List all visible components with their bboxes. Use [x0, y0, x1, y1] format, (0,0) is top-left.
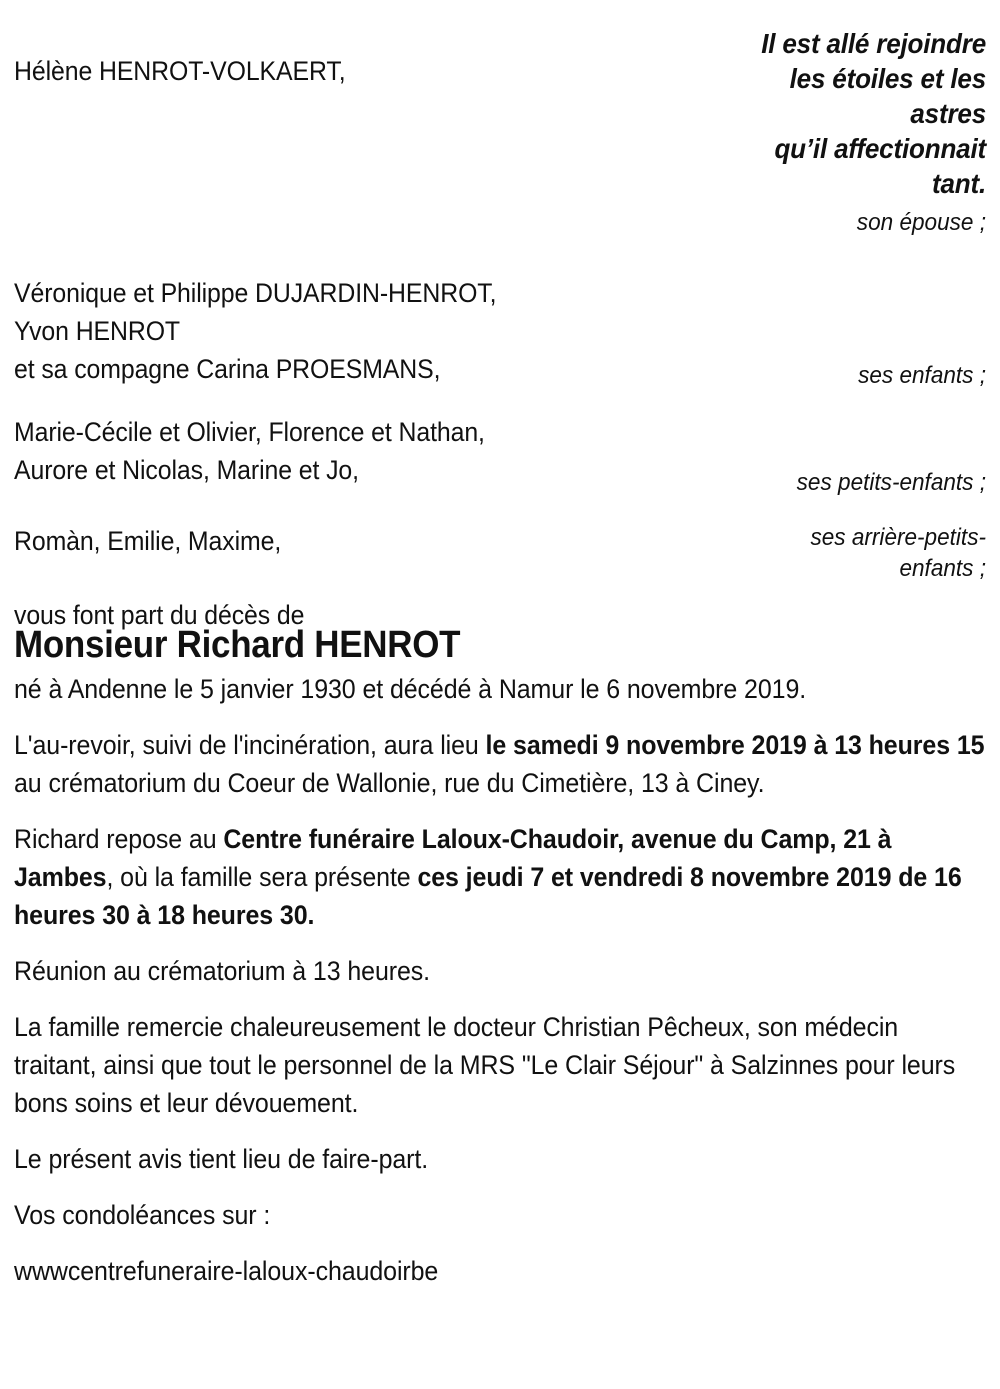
- role-label-spouse: son épouse ;: [856, 209, 986, 236]
- family-member-name: Aurore et Nicolas, Marine et Jo,: [14, 455, 359, 485]
- ceremony-text-part1: L'au-revoir, suivi de l'incinération, aura lieu: [14, 730, 486, 760]
- epigraph-quote: [707, 26, 986, 201]
- role-label-children: ses enfants ;: [858, 362, 986, 389]
- deceased-name: Monsieur Richard HENROT: [14, 624, 461, 666]
- condolences-url[interactable]: wwwcentrefuneraire-laloux-chaudoirbe: [14, 1256, 439, 1286]
- ceremony-paragraph: [14, 726, 985, 802]
- ceremony-text-part2: au crématorium du Coeur de Wallonie, rue du Cimetière, 13 à Ciney.: [14, 768, 765, 798]
- family-member-name: Yvon HENROT: [14, 316, 181, 346]
- deceased-birth-death: né à Andenne le 5 janvier 1930 et décédé à Namur le 6 novembre 2019.: [14, 674, 807, 704]
- viewing-datetime-bold: ces jeudi 7 et vendredi 8 novembre 2019 de 16 heures 30 à 18 heures 30.: [14, 862, 962, 930]
- right-column-roles: [686, 26, 986, 584]
- epigraph-line: tant.: [931, 168, 986, 199]
- ceremony-datetime-bold: le samedi 9 novembre 2019 à 13 heures 15: [485, 730, 985, 760]
- role-label-great-grandchildren-line2: enfants ;: [899, 555, 986, 582]
- family-member-name: Véronique et Philippe DUJARDIN-HENROT,: [14, 278, 497, 308]
- viewing-location-bold: Centre funéraire Laloux-Chaudoir, avenue du Camp, 21 à Jambes: [14, 824, 892, 892]
- epigraph-line: qu’il affectionnait: [774, 133, 986, 164]
- family-member-name: et sa compagne Carina PROESMANS,: [14, 354, 441, 384]
- family-block-great-grandchildren: [14, 522, 304, 560]
- family-member-name: Marie-Cécile et Olivier, Florence et Nathan,: [14, 417, 485, 447]
- top-section: [14, 26, 986, 630]
- viewing-paragraph: [14, 820, 985, 934]
- notice-paragraph: Le présent avis tient lieu de faire-part.: [14, 1144, 429, 1174]
- family-block-children: [14, 274, 538, 388]
- announcement-lead-in-text: vous font part du décès de: [14, 600, 305, 630]
- thanks-paragraph: La famille remercie chaleureusement le docteur Christian Pêcheux, son médecin traitant, ainsi que tout le personnel de la MRS "Le Clair Séjour" à Salzinnes pour leurs bons soins et leur dévouement.: [14, 1012, 956, 1118]
- role-label-grandchildren: ses petits-enfants ;: [796, 469, 986, 496]
- viewing-text-part1: Richard repose au: [14, 824, 224, 854]
- family-member-name: Hélène HENROT-VOLKAERT,: [14, 56, 346, 86]
- family-block-grandchildren: [14, 413, 526, 489]
- family-block-spouse: [14, 52, 374, 90]
- gathering-paragraph: Réunion au crématorium à 13 heures.: [14, 956, 431, 986]
- viewing-text-part2: , où la famille sera présente: [106, 862, 418, 892]
- family-member-name: Romàn, Emilie, Maxime,: [14, 526, 282, 556]
- condolences-label: Vos condoléances sur :: [14, 1200, 271, 1230]
- body-section: [14, 622, 986, 1290]
- epigraph-line: les étoiles et les: [789, 63, 986, 94]
- role-label-great-grandchildren-line1: ses arrière-petits-: [810, 524, 986, 551]
- role-label-great-grandchildren: [704, 522, 986, 584]
- epigraph-line: astres: [910, 98, 986, 129]
- epigraph-line: Il est allé rejoindre: [761, 28, 986, 59]
